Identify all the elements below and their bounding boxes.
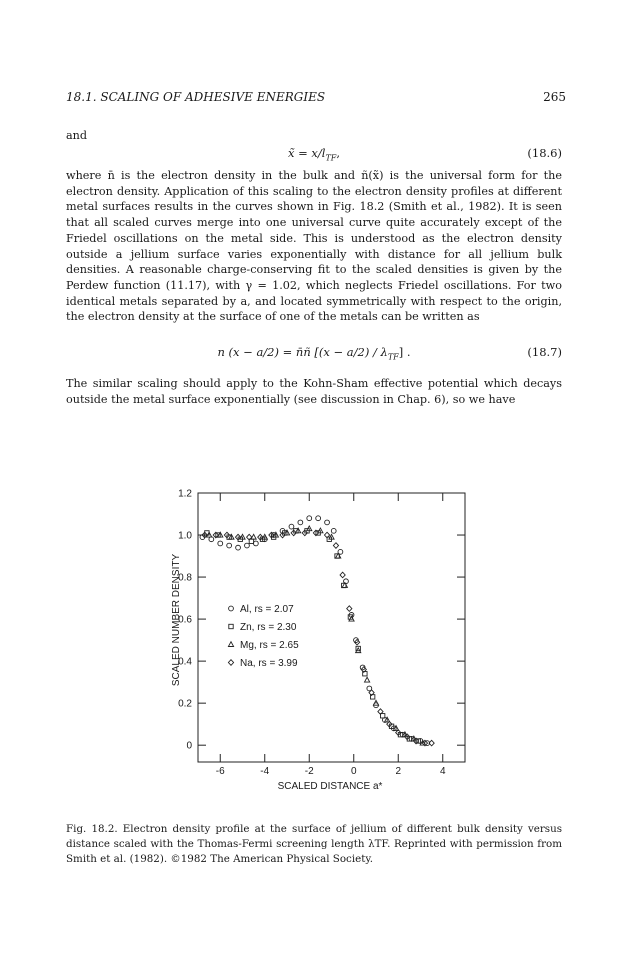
x-tick-label: 2: [395, 766, 402, 777]
y-tick-label: 0.6: [178, 614, 192, 626]
equation-18-7-body: n (x − a/2) = n̄ñ $[(x - a/2) / \lambda_{TF}]$ .: [217, 345, 411, 362]
legend-label: Na, rs = 3.99: [240, 658, 298, 669]
x-tick-label: 0: [350, 766, 357, 777]
data-point: [340, 572, 345, 578]
data-point: [331, 528, 336, 533]
legend-label: Al, rs = 2.07: [240, 604, 294, 615]
series-square: [205, 529, 421, 744]
paragraph-2: The similar scaling should apply to the Kohn-Sham effective potential which decays outside the metal surface exponentially (see discussion in Chap. 6), so we have: [66, 377, 562, 406]
y-axis-label: SCALED NUMBER DENSITY: [171, 553, 182, 687]
equation-18-6-body: x̃ = $x/l_{TF}$,: [287, 146, 341, 163]
intro-word: and: [66, 129, 88, 142]
figure-caption: Fig. 18.2. Electron density profile at the surface of jellium of different bulk density versus distance scaled with the Thomas-Fermi screening length λTF. Reprinted with permission from Smith et al. (1982). ©1982 The American Physical Society.: [66, 823, 562, 865]
y-tick-label: 0.4: [178, 656, 192, 668]
y-tick-label: 1.2: [178, 488, 192, 500]
series-diamond: [202, 530, 434, 746]
equation-18-6-number: (18.6): [527, 146, 562, 160]
data-point: [316, 516, 321, 521]
x-tick-label: 4: [439, 766, 446, 777]
legend-label: Mg, rs = 2.65: [240, 640, 299, 651]
data-point: [236, 545, 241, 550]
data-point: [333, 543, 338, 549]
data-point: [227, 543, 232, 548]
data-point: [298, 520, 303, 525]
equation-18-7-number: (18.7): [527, 345, 562, 359]
x-tick-label: -2: [304, 766, 314, 777]
plot-frame: [198, 493, 465, 762]
page-number: 265: [543, 90, 566, 104]
paragraph-1: where n̄ is the electron density in the bulk and ñ(x̃) is the universal form for the electron density. Application of this scaling to the electron density profiles at different metal surfaces results in the curves shown in Fig. 18.2 (Smith et al., 1982). It is seen that all scaled curves merge into one universal curve quite accurately except of the Friedel oscillations on the metal side. This is understood as the electron density outside a jellium surface varies exponentially with distance for all jellium bulk densities. A reasonable charge-conserving fit to the scaled densities is given by the Perdew function (11.17), with γ = 1.02, which neglects Friedel oscillations. For two identical metals separated by a, and located symmetrically with respect to the origin, the electron density at the surface of one of the metals can be written as: [66, 169, 562, 324]
data-point: [365, 677, 370, 682]
data-point: [325, 520, 330, 525]
series-triangle: [207, 526, 426, 745]
y-tick-label: 1.0: [178, 530, 192, 542]
x-axis-label: SCALED DISTANCE a*: [277, 781, 383, 792]
data-point: [307, 516, 312, 521]
series-circle: [200, 516, 430, 746]
legend-marker: [229, 606, 234, 611]
legend-marker: [229, 624, 233, 628]
data-point: [245, 543, 250, 548]
data-point: [347, 606, 352, 612]
data-point: [218, 541, 223, 546]
data-point: [289, 524, 294, 529]
y-tick-label: 0: [186, 740, 192, 752]
legend-label: Zn, rs = 2.30: [240, 622, 297, 633]
legend-marker: [228, 642, 233, 647]
chapter-heading: 18.1. SCALING OF ADHESIVE ENERGIES: [66, 90, 326, 104]
data-point: [253, 541, 258, 546]
data-point: [209, 537, 214, 542]
x-tick-label: -4: [260, 766, 270, 777]
legend-marker: [228, 660, 233, 666]
x-tick-label: -6: [215, 766, 225, 777]
y-tick-label: 0.8: [178, 572, 192, 584]
y-tick-label: 0.2: [178, 698, 192, 710]
